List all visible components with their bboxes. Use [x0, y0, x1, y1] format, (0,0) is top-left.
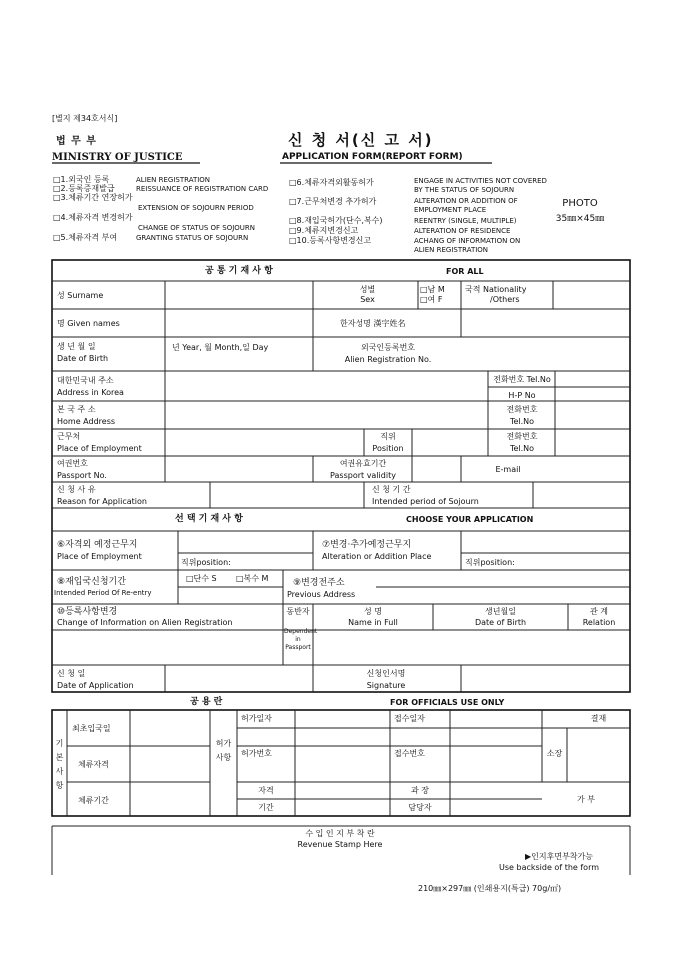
c8-en: Intended Period Of Re-entry [54, 589, 152, 597]
annex-label: [별지 제34호서식] [52, 114, 118, 123]
home-address-ko: 본 국 주 소 [57, 405, 96, 414]
director-label: 소장 [546, 749, 563, 758]
ministry-en: MINISTRY OF JUSTICE [52, 152, 183, 163]
passport-validity-ko: 여권유효기간 [339, 459, 387, 468]
option-6-en2: BY THE STATUS OF SOJOURN [414, 186, 515, 194]
option-3[interactable]: □3.체류기간 연장허가 [53, 193, 133, 202]
option-1-en: ALIEN REGISTRATION [136, 176, 211, 184]
form-title-ko: 신 청 서(신 고 서) [288, 131, 434, 149]
home-address-en: Home Address [57, 417, 116, 426]
emp-tel-ko: 전화번호 [506, 432, 538, 441]
option-7[interactable]: □7.근무처변경 추가허가 [289, 197, 377, 206]
arn-en: Alien Registration No. [344, 355, 432, 364]
option-7-en2: EMPLOYMENT PLACE [414, 206, 487, 214]
option-3-en: EXTENSION OF SOJOURN PERIOD [138, 204, 254, 212]
name-en: Name in Full [348, 618, 398, 627]
c7-position: 직위position: [465, 558, 515, 567]
choose-heading-en: CHOOSE YOUR APPLICATION [406, 515, 534, 524]
multiple-checkbox[interactable]: □복수 M [236, 574, 269, 583]
home-tel-ko: 전화번호 [506, 405, 538, 414]
c6-en: Place of Employment [57, 552, 142, 561]
stamp-note-ko: ▶인지후면부착가능 [525, 852, 593, 861]
hanja-name-label: 한자성명 漢字姓名 [340, 319, 406, 328]
sex-male-checkbox[interactable]: □남 M [420, 285, 445, 294]
receipt-date-label: 접수일자 [394, 714, 425, 723]
tel-label: 전화번호 Tel.No [493, 375, 551, 384]
arn-ko: 외국인등록번호 [360, 343, 416, 352]
c8-ko: ⑧재입국신청기간 [57, 577, 126, 587]
option-5-en: GRANTING STATUS OF SOJOURN [136, 234, 249, 242]
option-6[interactable]: □6.체류자격외활동허가 [289, 178, 374, 187]
ministry-ko: 법 무 부 [56, 136, 97, 147]
c10-en: Change of Information on Alien Registration [57, 618, 233, 627]
given-names-label: 명 Given names [57, 319, 120, 328]
address-ko: 대한민국내 주소 [57, 376, 114, 385]
official-heading-ko: 공 용 란 [190, 697, 223, 707]
signature-en: Signature [366, 681, 406, 690]
permit-no-label: 허가번호 [241, 749, 272, 758]
basic-info-label: 기본사항 [55, 739, 64, 790]
birthdate-ko: 생년월일 [485, 607, 516, 616]
official-heading-en: FOR OFFICIALS USE ONLY [390, 698, 505, 707]
qualification-label: 자격 [258, 786, 274, 795]
single-checkbox[interactable]: □단수 S [186, 574, 217, 583]
address-en: Address in Korea [57, 388, 124, 397]
employment-ko: 근무처 [57, 432, 81, 441]
paper-spec: 210㎜×297㎜ (인쇄용지(특급) 70g/㎡) [418, 884, 562, 893]
emp-tel-en: Tel.No [509, 444, 535, 453]
dob-ymd: 년 Year, 월 Month,일 Day [172, 343, 269, 352]
option-10-en1: ACHANG OF INFORMATION ON [414, 237, 521, 245]
first-entry-label: 최초입국일 [72, 724, 111, 733]
receipt-no-label: 접수번호 [394, 749, 425, 758]
common-heading-en: FOR ALL [446, 267, 484, 276]
name-ko: 성 명 [364, 607, 382, 616]
permit-date-label: 허가일자 [241, 714, 272, 723]
employment-en: Place of Employment [57, 444, 142, 453]
option-9[interactable]: □9.체류지변경신고 [289, 226, 359, 235]
approve-reject-label: 가 부 [577, 795, 595, 804]
c9-ko: ⑨변경전주소 [293, 578, 345, 588]
relation-en: Relation [582, 618, 616, 627]
relation-ko: 관 계 [590, 607, 608, 616]
reason-en: Reason for Application [57, 497, 147, 506]
period-label: 체류기간 [78, 796, 109, 805]
signature-ko: 신청인서명 [366, 669, 406, 678]
option-2-en: REISSUANCE OF REGISTRATION CARD [136, 185, 269, 193]
c7-ko: ⑦변경·추가예정근무지 [322, 540, 412, 550]
form-title-en: APPLICATION FORM(REPORT FORM) [282, 152, 463, 162]
option-4-en: CHANGE OF STATUS OF SOJOURN [138, 224, 256, 232]
dob-ko: 생 년 월 일 [57, 342, 96, 351]
home-tel-en: Tel.No [509, 417, 535, 426]
sex-en: Sex [360, 295, 375, 304]
officer-label: 담당자 [408, 803, 432, 812]
hp-label: H-P No [508, 391, 536, 400]
surname-input[interactable] [166, 282, 311, 307]
choose-heading-ko: 선 택 기 재 사 항 [175, 514, 243, 524]
position-ko: 직위 [380, 432, 396, 441]
nationality-others: /Others [490, 295, 520, 304]
email-label: E-mail [495, 465, 521, 474]
option-2[interactable]: □2.등록증재발급 [53, 184, 115, 193]
status-label: 체류자격 [78, 760, 109, 769]
c6-ko: ⑥자격외 예정근무지 [57, 540, 138, 550]
stamp-note-en: Use backside of the form [499, 863, 600, 872]
term-label: 기간 [258, 803, 274, 812]
approval-label: 결재 [590, 714, 607, 723]
period-en: Intended period of Sojourn [372, 497, 479, 506]
option-1[interactable]: □1.외국인 등록 [53, 175, 110, 184]
option-8-en: REENTRY (SINGLE, MULTIPLE) [414, 217, 517, 225]
photo-size: 35㎜×45㎜ [555, 214, 605, 224]
option-6-en1: ENGAGE IN ACTIVITIES NOT COVERED [414, 177, 547, 185]
permit-label: 허가사항 [215, 739, 232, 762]
birthdate-en: Date of Birth [474, 618, 527, 627]
c7-en: Alteration or Addition Place [322, 552, 432, 561]
sex-ko: 성별 [359, 285, 376, 294]
reason-ko: 신 청 사 유 [57, 485, 96, 494]
period-ko: 신 청 기 간 [372, 485, 411, 494]
option-7-en1: ALTERATION OR ADDITION OF [414, 197, 518, 205]
application-date-ko: 신 청 일 [57, 669, 86, 678]
option-10-en2: ALIEN REGISTRATION [414, 246, 489, 254]
option-9-en: ALTERATION OF RESIDENCE [414, 227, 511, 235]
photo-label: PHOTO [562, 198, 598, 209]
header-underline [0, 0, 680, 170]
surname-label: 성 Surname [57, 291, 104, 300]
section-chief-label: 과 장 [411, 786, 429, 795]
c6-position: 직위position: [181, 558, 231, 567]
option-4[interactable]: □4.체류자격 변경허가 [53, 213, 133, 222]
option-5[interactable]: □5.체류자격 부여 [53, 233, 118, 242]
revenue-stamp-en: Revenue Stamp Here [297, 840, 383, 849]
passport-en: Passport No. [57, 471, 107, 480]
dependent-en: Dependent in Passport [284, 628, 318, 651]
c10-ko: ⑩등록사항변경 [57, 607, 118, 617]
revenue-stamp-ko: 수 입 인 지 부 착 란 [305, 829, 375, 838]
passport-ko: 여권번호 [57, 459, 88, 468]
option-10[interactable]: □10.등록사항변경신고 [289, 236, 372, 245]
dob-en: Date of Birth [57, 354, 109, 363]
nationality-label: 국적 Nationality [465, 285, 527, 294]
application-date-en: Date of Application [57, 681, 134, 690]
c9-en: Previous Address [287, 590, 356, 599]
sex-female-checkbox[interactable]: □여 F [420, 295, 443, 304]
position-en: Position [372, 444, 404, 453]
common-heading-ko: 공 통 기 재 사 항 [205, 266, 273, 276]
dependent-ko: 동반자 [286, 607, 310, 616]
option-8[interactable]: □8.재입국허가(단수,복수) [289, 216, 383, 225]
passport-validity-en: Passport validity [330, 471, 396, 480]
